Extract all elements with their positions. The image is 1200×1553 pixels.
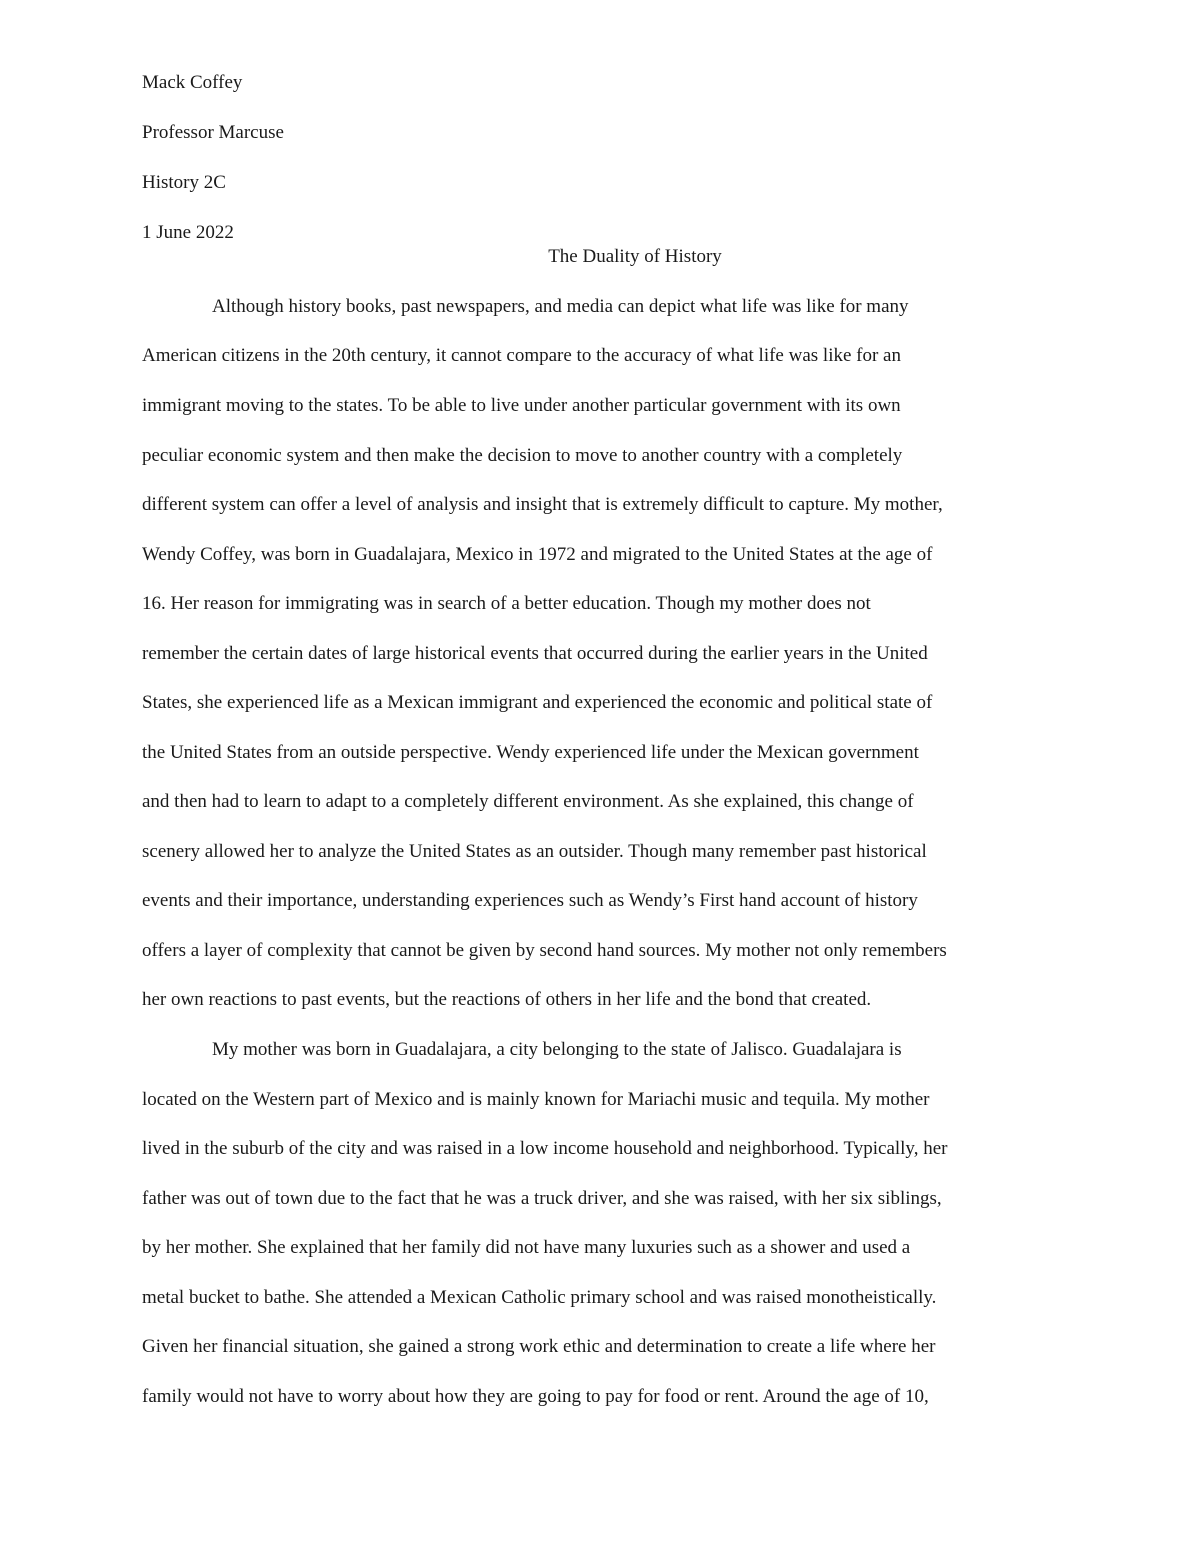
paragraph-line: located on the Western part of Mexico and is mainly known for Mariachi music and tequila. My mother: [142, 1089, 930, 1110]
paragraph-line: remember the certain dates of large historical events that occurred during the earlier years in the United: [142, 643, 928, 664]
essay-title: The Duality of History: [548, 246, 722, 267]
paragraph-line: family would not have to worry about how they are going to pay for food or rent. Around the age of 10,: [142, 1386, 929, 1407]
paragraph-line: by her mother. She explained that her family did not have many luxuries such as a shower and used a: [142, 1237, 911, 1258]
paragraph-line: Given her financial situation, she gained a strong work ethic and determination to create a life where her: [142, 1336, 936, 1357]
paragraph-line: events and their importance, understanding experiences such as Wendy’s First hand account of history: [142, 890, 918, 911]
paragraph-line: her own reactions to past events, but the reactions of others in her life and the bond that created.: [142, 989, 872, 1010]
author-name: Mack Coffey: [142, 72, 243, 93]
paragraph-line: 16. Her reason for immigrating was in search of a better education. Though my mother does not: [142, 593, 871, 614]
paragraph-line: offers a layer of complexity that cannot be given by second hand sources. My mother not only remembers: [142, 940, 947, 961]
paragraph-line: and then had to learn to adapt to a completely different environment. As she explained, this change of: [142, 791, 914, 812]
paragraph-line: Wendy Coffey, was born in Guadalajara, Mexico in 1972 and migrated to the United States at the age of: [142, 544, 933, 565]
paragraph-line: lived in the suburb of the city and was raised in a low income household and neighborhood. Typically, her: [142, 1138, 948, 1159]
professor-name: Professor Marcuse: [142, 122, 284, 143]
paragraph-line: peculiar economic system and then make the decision to move to another country with a completely: [142, 445, 903, 466]
paragraph-line: American citizens in the 20th century, it cannot compare to the accuracy of what life was like for an: [142, 345, 901, 366]
paragraph-line: My mother was born in Guadalajara, a city belonging to the state of Jalisco. Guadalajara is: [212, 1039, 902, 1060]
paragraph-line: father was out of town due to the fact that he was a truck driver, and she was raised, with her six siblings,: [142, 1188, 942, 1209]
paragraph-line: scenery allowed her to analyze the United States as an outsider. Though many remember past historical: [142, 841, 927, 862]
paragraph-line: different system can offer a level of analysis and insight that is extremely difficult to capture. My mother,: [142, 494, 943, 515]
paragraph-line: Although history books, past newspapers, and media can depict what life was like for many: [212, 296, 909, 317]
paragraph-line: immigrant moving to the states. To be able to live under another particular government with its own: [142, 395, 901, 416]
paragraph-line: metal bucket to bathe. She attended a Mexican Catholic primary school and was raised monotheistically.: [142, 1287, 937, 1308]
paragraph-line: the United States from an outside perspective. Wendy experienced life under the Mexican government: [142, 742, 919, 763]
course-name: History 2C: [142, 172, 226, 193]
document-date: 1 June 2022: [142, 222, 234, 243]
paragraph-line: States, she experienced life as a Mexican immigrant and experienced the economic and political state of: [142, 692, 933, 713]
